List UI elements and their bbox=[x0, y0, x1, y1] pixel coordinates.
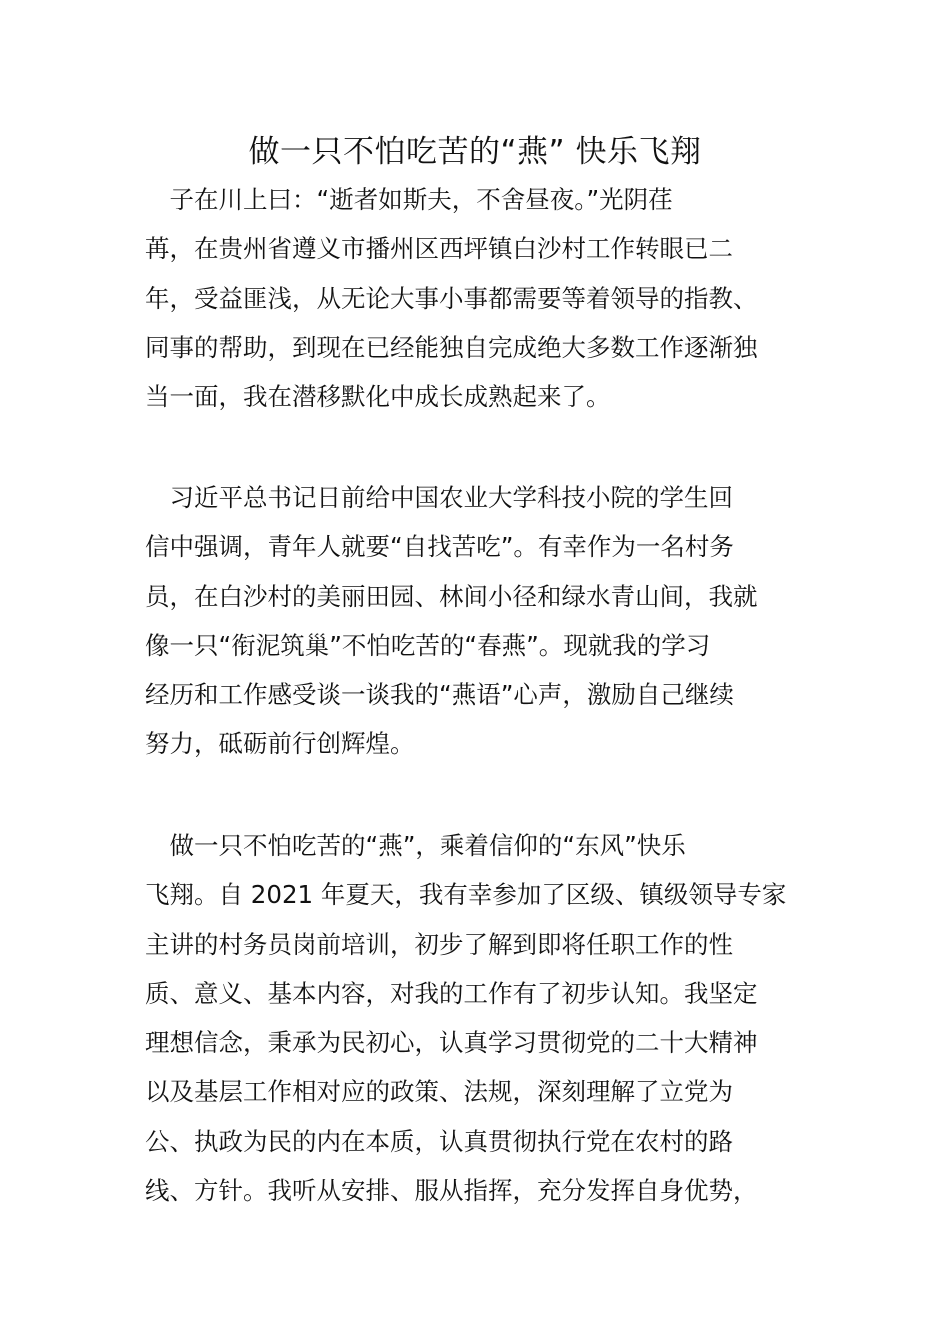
paragraph-line: 年，受益匪浅，从无论大事小事都需要等着领导的指教、 bbox=[145, 283, 758, 313]
paragraph-line: 像一只“衔泥筑巢”不怕吃苦的“春燕”。现就我的学习 bbox=[145, 630, 711, 660]
paragraph-line: 公、执政为民的内在本质，认真贯彻执行党在农村的路 bbox=[145, 1126, 733, 1156]
paragraph-line: 线、方针。我听从安排、服从指挥，充分发挥自身优势， bbox=[145, 1176, 758, 1206]
paragraph-2 bbox=[145, 473, 805, 769]
paragraph-line: 子在川上曰：“逝者如斯夫，不舍昼夜。”光阴荏 bbox=[145, 185, 673, 214]
paragraph-line: 苒，在贵州省遵义市播州区西坪镇白沙村工作转眼已二 bbox=[145, 234, 733, 264]
document-title: 做一只不怕吃苦的“燕” 快乐飞翔 bbox=[248, 134, 702, 170]
paragraph-line: 习近平总书记日前给中国农业大学科技小院的学生回 bbox=[145, 483, 733, 512]
paragraph-line: 经历和工作感受谈一谈我的“燕语”心声，激励自己继续 bbox=[145, 680, 734, 710]
paragraph-line: 努力，砥砺前行创辉煌。 bbox=[145, 729, 415, 759]
paragraph-line: 飞翔。自 2021 年夏天，我有幸参加了区级、镇级领导专家 bbox=[145, 880, 787, 910]
paragraph-line: 同事的帮助，到现在已经能独自完成绝大多数工作逐渐独 bbox=[145, 332, 758, 362]
paragraph-line: 主讲的村务员岗前培训，初步了解到即将任职工作的性 bbox=[145, 929, 733, 959]
paragraph-line: 理想信念，秉承为民初心，认真学习贯彻党的二十大精神 bbox=[145, 1028, 758, 1058]
paragraph-line: 当一面，我在潜移默化中成长成熟起来了。 bbox=[145, 382, 611, 412]
paragraph-1 bbox=[145, 175, 805, 421]
paragraph-line: 做一只不怕吃苦的“燕”，乘着信仰的“东风”快乐 bbox=[145, 831, 686, 860]
paragraph-line: 质、意义、基本内容，对我的工作有了初步认知。我坚定 bbox=[145, 978, 758, 1008]
paragraph-3 bbox=[145, 821, 805, 1215]
paragraph-line: 员，在白沙村的美丽田园、林间小径和绿水青山间，我就 bbox=[145, 581, 758, 611]
paragraph-line: 信中强调，青年人就要“自找苦吃”。有幸作为一名村务 bbox=[145, 532, 734, 562]
paragraph-line: 以及基层工作相对应的政策、法规，深刻理解了立党为 bbox=[145, 1077, 733, 1107]
